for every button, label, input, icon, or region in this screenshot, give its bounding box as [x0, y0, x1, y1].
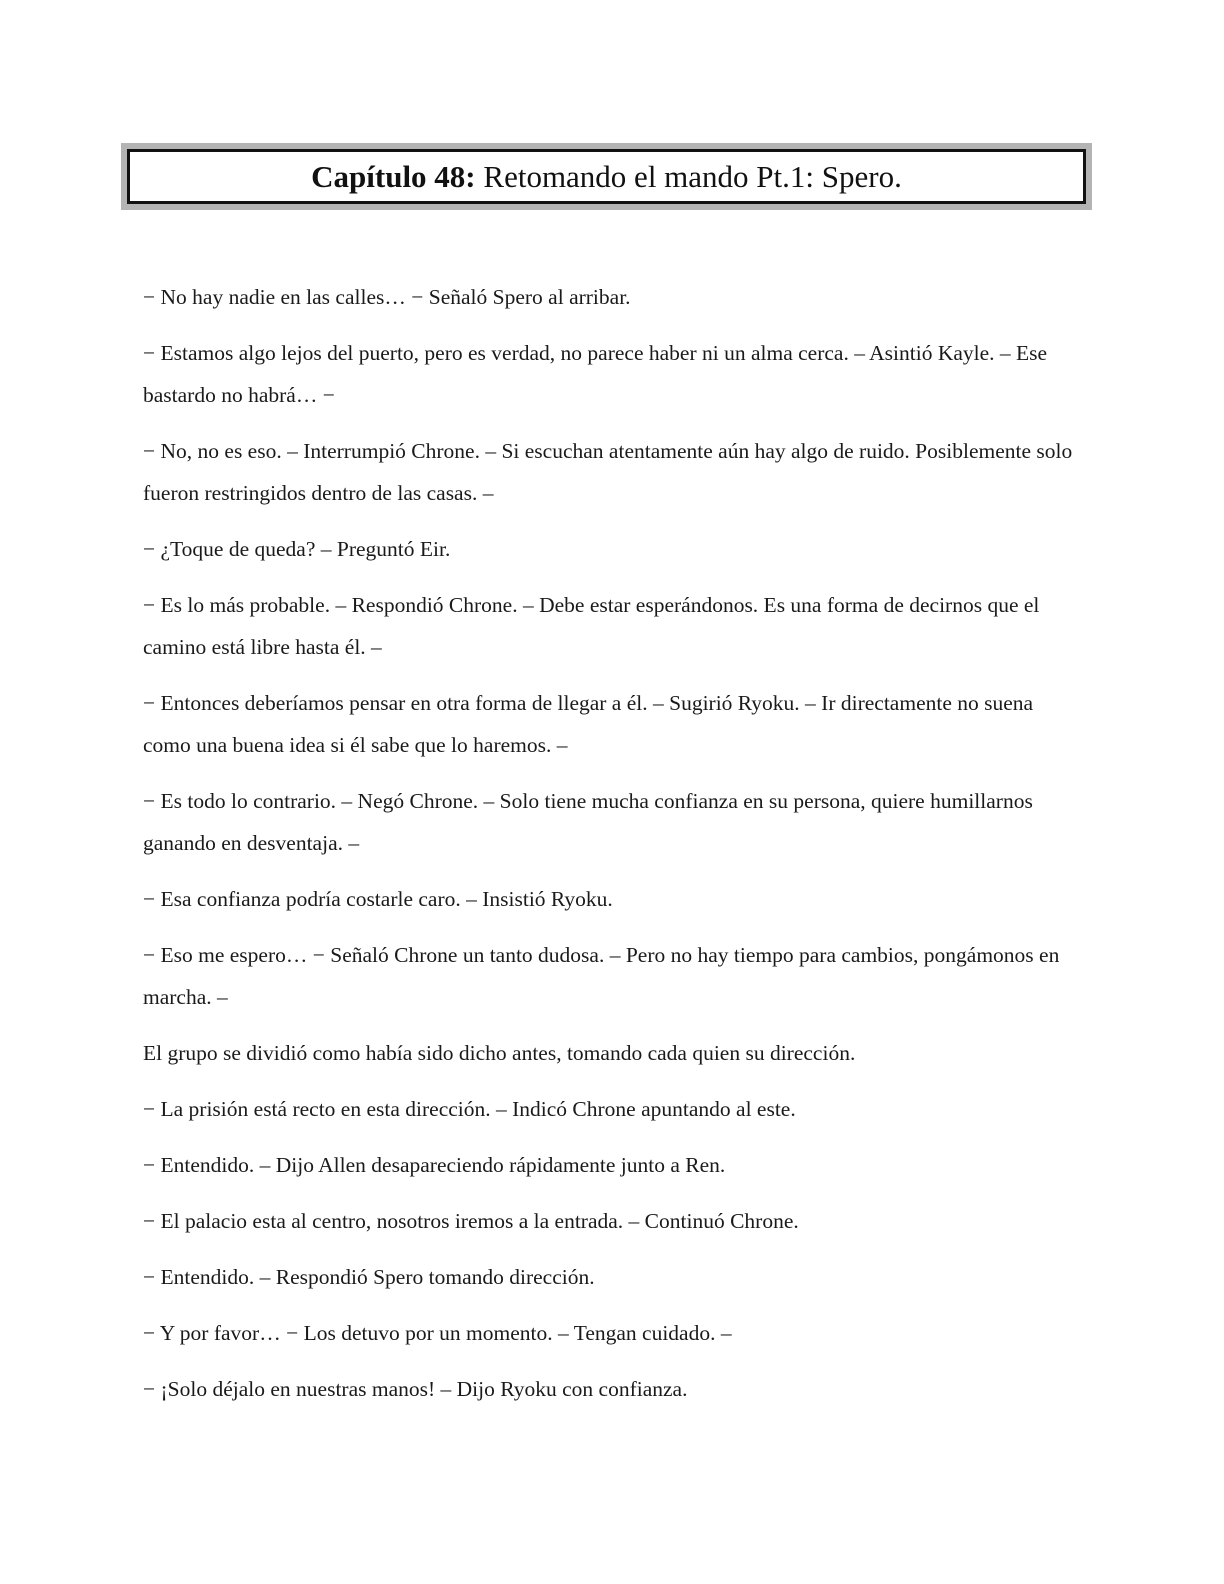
paragraph: − Eso me espero… − Señaló Chrone un tanto dudosa. – Pero no hay tiempo para cambios, pongámonos en marcha. –	[143, 943, 1060, 1009]
paragraph: − La prisión está recto en esta dirección. – Indicó Chrone apuntando al este.	[143, 1097, 796, 1121]
paragraph: − ¿Toque de queda? – Preguntó Eir.	[143, 537, 451, 561]
paragraph: El grupo se dividió como había sido dicho antes, tomando cada quien su dirección.	[143, 1041, 856, 1065]
chapter-body	[143, 276, 1083, 1424]
paragraph: − No, no es eso. – Interrumpió Chrone. – Si escuchan atentamente aún hay algo de ruido. Posiblemente solo fueron restringidos dentro de las casas. –	[143, 439, 1073, 505]
chapter-title-frame	[121, 143, 1092, 210]
paragraph: − Entendido. – Dijo Allen desapareciendo rápidamente junto a Ren.	[143, 1153, 726, 1177]
chapter-number: Capítulo 48:	[311, 159, 476, 194]
chapter-title-box	[127, 149, 1086, 204]
paragraph: − No hay nadie en las calles… − Señaló Spero al arribar.	[143, 285, 631, 309]
paragraph: − Esa confianza podría costarle caro. – Insistió Ryoku.	[143, 887, 613, 911]
chapter-name: Retomando el mando Pt.1: Spero.	[475, 159, 902, 194]
paragraph: − Entonces deberíamos pensar en otra forma de llegar a él. – Sugirió Ryoku. – Ir directamente no suena como una buena idea si él sabe que lo haremos. –	[143, 691, 1034, 757]
paragraph: − Y por favor… − Los detuvo por un momento. – Tengan cuidado. –	[143, 1321, 732, 1345]
paragraph: − Entendido. – Respondió Spero tomando dirección.	[143, 1265, 595, 1289]
paragraph: − El palacio esta al centro, nosotros iremos a la entrada. – Continuó Chrone.	[143, 1209, 799, 1233]
chapter-title	[311, 161, 902, 192]
paragraph: − Estamos algo lejos del puerto, pero es verdad, no parece haber ni un alma cerca. – Asintió Kayle. – Ese bastardo no habrá… −	[143, 341, 1048, 407]
paragraph: − ¡Solo déjalo en nuestras manos! – Dijo Ryoku con confianza.	[143, 1377, 688, 1401]
paragraph: − Es todo lo contrario. – Negó Chrone. – Solo tiene mucha confianza en su persona, quiere humillarnos ganando en desventaja. –	[143, 789, 1033, 855]
paragraph: − Es lo más probable. – Respondió Chrone. – Debe estar esperándonos. Es una forma de decirnos que el camino está libre hasta él. –	[143, 593, 1040, 659]
